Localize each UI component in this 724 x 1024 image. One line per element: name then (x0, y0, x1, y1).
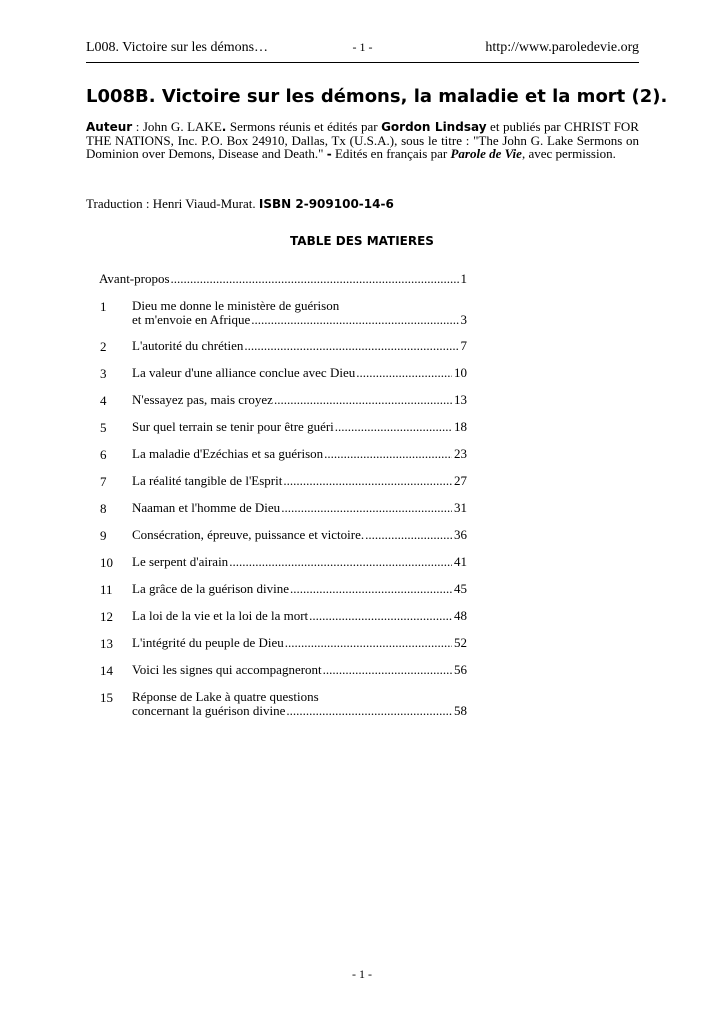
toc-chapter-number: 2 (100, 339, 107, 354)
toc-leader-dots (356, 366, 452, 380)
toc-leader-dots (335, 420, 452, 434)
author-text-4: , avec permission. (521, 146, 616, 161)
toc-row[interactable] (99, 690, 467, 730)
toc-chapter-number: 11 (100, 582, 113, 597)
toc-title: Le serpent d'airain (132, 554, 229, 569)
author-text-2: et publiés par CHRIST FOR THE NATIONS, Inc. P.O. Box 24910, Dallas, Tx (U.S.A.), sous le titre : "The John G. Lake Sermons on Dominion over Demons, Disease and Death." (86, 119, 639, 161)
toc-page-number: 41 (454, 554, 467, 569)
toc-row[interactable] (99, 393, 467, 420)
toc-row[interactable] (99, 636, 467, 663)
toc-title: Avant-propos (99, 271, 170, 286)
toc-leader-dots (323, 663, 452, 677)
toc-page-number: 58 (454, 703, 467, 718)
toc-row[interactable] (99, 555, 467, 582)
toc-chapter-number: 1 (100, 299, 107, 314)
toc-row[interactable] (99, 501, 467, 528)
toc-row[interactable] (99, 663, 467, 690)
toc-chapter-number: 7 (100, 474, 107, 489)
toc-row[interactable] (99, 528, 467, 555)
toc-leader-dots (274, 393, 452, 407)
toc-row[interactable] (99, 474, 467, 501)
header-document-title: L008. Victoire sur les démons… (86, 40, 269, 55)
toc-title: L'intégrité du peuple de Dieu (132, 635, 284, 650)
toc-leader-dots (285, 636, 452, 650)
toc-row[interactable] (99, 609, 467, 636)
document-title: L008B. Victoire sur les démons, la maladie et la mort (2). (86, 86, 668, 107)
toc-chapter-number: 6 (100, 447, 107, 462)
toc-page-number: 13 (454, 392, 467, 407)
toc-page-number: 36 (454, 527, 467, 542)
toc-title-first-line: Réponse de Lake à quatre questions (132, 689, 319, 704)
page-footer: - 1 - (352, 967, 372, 981)
toc-leader-dots (281, 501, 452, 515)
toc-leader-dots (244, 339, 458, 353)
editor-name: Gordon Lindsay (381, 120, 487, 134)
toc-chapter-number: 13 (100, 636, 113, 651)
toc-leader-dots (365, 528, 452, 542)
toc-title: La maladie d'Ezéchias et sa guérison (132, 446, 324, 461)
toc-leader-dots (251, 313, 458, 327)
toc-title: Voici les signes qui accompagneront (132, 662, 322, 677)
toc-page-number: 52 (454, 635, 467, 650)
author-dash: - (326, 147, 332, 161)
author-paragraph (86, 120, 639, 161)
toc-chapter-number: 5 (100, 420, 107, 435)
author-name: John G. LAKE (142, 119, 222, 134)
toc-page-number: 45 (454, 581, 467, 596)
toc-leader-dots (171, 272, 459, 286)
toc-leader-dots (324, 447, 452, 461)
toc-chapter-number: 10 (100, 555, 113, 570)
toc-chapter-number: 15 (100, 690, 113, 705)
toc-page-number: 56 (454, 662, 467, 677)
toc-row[interactable] (99, 582, 467, 609)
publisher-name: Parole de Vie (450, 146, 522, 161)
author-text-3: Edités en français par (331, 146, 451, 161)
toc-page-number: 10 (454, 365, 467, 380)
toc-leader-dots (309, 609, 452, 623)
translator-text: Traduction : Henri Viaud-Murat. (86, 196, 259, 211)
toc-title: et m'envoie en Afrique (132, 312, 251, 327)
toc-title-first-line: Dieu me donne le ministère de guérison (132, 298, 340, 313)
toc-title: N'essayez pas, mais croyez (132, 392, 273, 407)
toc-page-number: 7 (460, 338, 467, 353)
toc-row[interactable] (99, 339, 467, 366)
toc-title: La grâce de la guérison divine (132, 581, 290, 596)
toc-leader-dots (290, 582, 452, 596)
toc-leader-dots (283, 474, 452, 488)
toc-title: Consécration, épreuve, puissance et victoire. (132, 527, 365, 542)
toc-row[interactable] (99, 447, 467, 474)
toc-chapter-number: 8 (100, 501, 107, 516)
toc-title: Sur quel terrain se tenir pour être guéri (132, 419, 334, 434)
author-label: Auteur (86, 120, 133, 134)
toc-page-number: 27 (454, 473, 467, 488)
author-separator: : (132, 119, 143, 134)
header-page-number: - 1 - (352, 40, 373, 54)
table-of-contents (99, 272, 467, 730)
toc-title: La réalité tangible de l'Esprit (132, 473, 283, 488)
toc-chapter-number: 4 (100, 393, 107, 408)
header-website-link[interactable]: http://www.paroledevie.org (485, 40, 639, 55)
page-header (86, 40, 639, 60)
toc-page-number: 23 (454, 446, 467, 461)
author-text-1: Sermons réunis et édités par (226, 119, 382, 134)
toc-row[interactable] (99, 420, 467, 447)
toc-title: L'autorité du chrétien (132, 338, 244, 353)
toc-row-foreword[interactable] (99, 272, 467, 299)
toc-chapter-number: 9 (100, 528, 107, 543)
isbn: ISBN 2-909100-14-6 (258, 197, 394, 211)
toc-page-number: 48 (454, 608, 467, 623)
toc-heading: TABLE DES MATIERES (290, 234, 434, 248)
toc-chapter-number: 3 (100, 366, 107, 381)
toc-title: Naaman et l'homme de Dieu (132, 500, 281, 515)
toc-title: La loi de la vie et la loi de la mort (132, 608, 309, 623)
toc-row[interactable] (99, 366, 467, 393)
toc-title: concernant la guérison divine (132, 703, 286, 718)
translation-line (86, 196, 394, 212)
toc-chapter-number: 14 (100, 663, 113, 678)
toc-row[interactable] (99, 299, 467, 339)
author-name-period: . (221, 120, 227, 134)
toc-page-number: 1 (460, 271, 467, 286)
toc-title: La valeur d'une alliance conclue avec Dieu (132, 365, 356, 380)
toc-page-number: 31 (454, 500, 467, 515)
toc-leader-dots (229, 555, 452, 569)
header-divider (86, 62, 639, 63)
toc-chapter-number: 12 (100, 609, 113, 624)
toc-page-number: 18 (454, 419, 467, 434)
toc-page-number: 3 (460, 312, 467, 327)
toc-leader-dots (286, 704, 452, 718)
